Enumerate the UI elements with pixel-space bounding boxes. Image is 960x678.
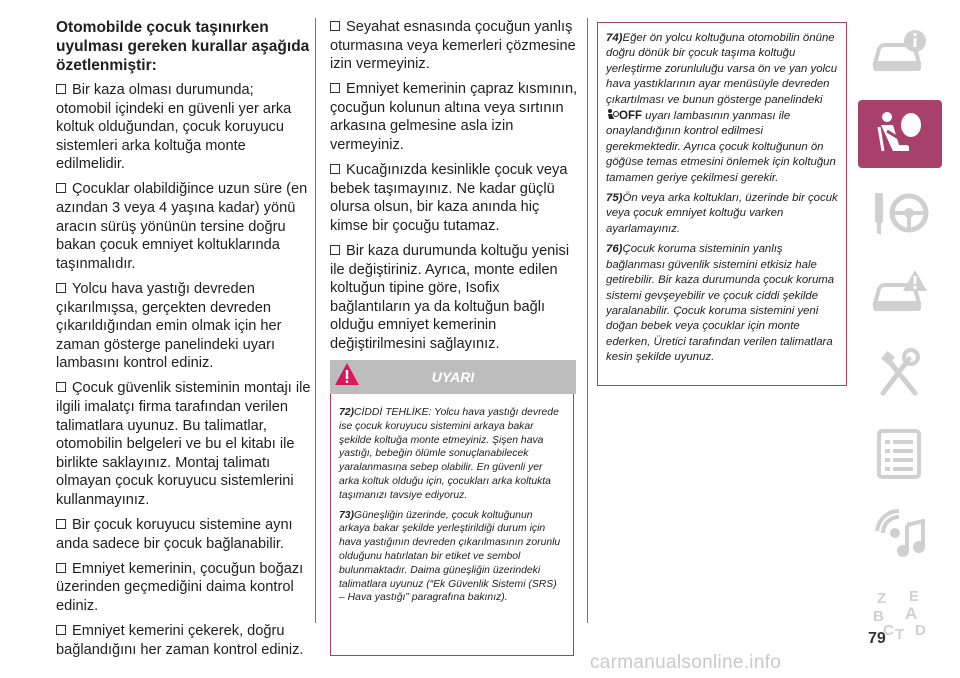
bullet-item: Emniyet kemerini çekerek, doğru bağlandığını her zaman kontrol ediniz. [56,623,304,658]
bullet-item: Bir kaza olması durumunda; otomobil içindeki en güvenli yer arka koltuk olduğundan, çocuk koruyucu sistemleri arka koltuğa monte edilmelidir. [56,82,292,173]
checkbox-bullet-icon [330,245,340,255]
bullet-item: Çocuk güvenlik sisteminin montajı ile ilgili imalatçı firma tarafından verilen talimatlara uyunuz. Bu talimatlar, otomobilin belgeleri ve bu el kitabı ile birlikte saklayınız. Montaj talimatı olmayan çocuk koruyucu sistemlerini kullanmayınız. [56,380,311,508]
bullet-item: Bir çocuk koruyucu sistemine aynı anda sadece bir çocuk bağlanabilir. [56,517,293,552]
bullet-item: Bir kaza durumunda koltuğu yenisi ile değiştiriniz. Ayrıca, monte edilen koltuğun tipine göre, Isofix bağlantıların ya da koltuğun bağlı olduğu emniyet kemerinin değiştirilmesini sağlayınız. [330,243,570,352]
checkbox-bullet-icon [56,563,66,573]
warning-box [330,394,574,656]
bullet-item: Kucağınızda kesinlikle çocuk veya bebek taşımayınız. Ne kadar güçlü olursa olsun, bir kaza anında hiç kimse bir çocuğu tutamaz. [330,162,568,234]
index-letter: C [883,622,894,639]
index-letter: B [873,608,884,625]
checkbox-bullet-icon [56,283,66,293]
column-divider [315,18,316,623]
checkbox-bullet-icon [56,382,66,392]
warning-title: UYARI [431,369,475,386]
checkbox-bullet-icon [330,83,340,93]
checkbox-bullet-icon [56,84,66,94]
bullet-item: Yolcu hava yastığı devreden çıkarılmışsa, gerçekten devreden çıkarıldığından emin olmak için her zaman gösterge panelindeki uyarı lambasını kontrol ediniz. [56,280,282,372]
car-warning-icon [869,267,931,321]
column-right [597,18,847,386]
column-left [56,18,312,666]
checkbox-bullet-icon [330,21,340,31]
warning-note: 73)Güneşliğin üzerinde, çocuk koltuğunun arkaya bakar şekilde yerleştirildiği durum için hava yastığının devreden çıkarılmasının zorunlu olduğunu hatırlatan bir etiket ve sembol bulunmaktadır. Daima güneşliğin üzerindeki talimatlara uyunuz (“Ek Güvenlik Sistemi (SRS) – Hava yastığı” paragrafına bakınız). [339,509,561,604]
sidebar-tile-multimedia[interactable] [858,500,942,568]
index-letter: Z [877,590,887,607]
airbag-seat-icon [869,107,931,161]
warning-note: 72)CİDDİ TEHLİKE: Yolcu hava yastığı devrede ise çocuk koruyucu sistemini arkaya bakar şekilde koltuğa monte etmeyiniz. Şişen hava yastığı, bebeğin ölümle sonuçlanabilecek yaralanmasına sebep olabilir. En güvenli yer arka koltuk olduğu için, çocukları arka koltukta taşımanızı tavsiye ediyoruz. [339,407,559,501]
specifications-list-icon [869,427,931,481]
sidebar-tile-safety[interactable] [858,100,942,168]
multimedia-icon [869,507,931,561]
checkbox-bullet-icon [56,183,66,193]
car-info-icon [869,27,931,81]
warning-note: 76)Çocuk koruma sisteminin yanlış bağlanması güvenlik sistemini etkisiz hale getirebilir. Bir kaza durumunda çocuk koruma sistemi gevşeyebilir ve çocuk ciddi şekilde yaralanabilir. Çocuk koruma sistemini yeni doğan bebek veya çocuklar için monte ederken, Üretici tarafından verilen talimatlara kesin şekilde uyunuz. [606,243,835,364]
column-divider [587,18,588,623]
checkbox-bullet-icon [56,519,66,529]
chapter-sidebar [858,20,942,660]
column-middle [330,18,578,656]
sidebar-tile-technical-data[interactable] [858,420,942,488]
index-letter: A [905,604,918,623]
key-steering-icon [869,187,931,241]
warning-note: 75)Ön veya arka koltukları, üzerinde bir çocuk veya çocuk emniyet koltuğu varken ayarlamayınız. [606,192,838,235]
section-heading: Otomobilde çocuk taşınırken uyulması gereken kurallar aşağıda özetlenmiştir: [56,19,310,74]
checkbox-bullet-icon [56,625,66,635]
tools-icon [869,347,931,401]
bullet-item: Emniyet kemerinin, çocuğun boğazı üzerinden geçmediğini daima kontrol ediniz. [56,560,304,614]
bullet-item: Seyahat esnasında çocuğun yanlış oturmasına veya kemerleri çözmesine izin vermeyiniz. [330,19,576,73]
sidebar-tile-starting[interactable] [858,180,942,248]
bullet-item: Çocuklar olabildiğince uzun süre (en azından 3 veya 4 yaşına kadar) yönü aracın sürüş yönünün tersine doğru bakan çocuk emniyet koltuklarında taşınmalıdır. [56,181,308,272]
sidebar-tile-car-info[interactable] [858,20,942,88]
airbag-passenger-icon [606,108,619,121]
warning-notes-box [597,22,847,386]
warning-header [330,360,576,394]
watermark-text: carmanualsonline.info [590,652,782,673]
index-letter: T [895,626,905,641]
warning-note: 74)Eğer ön yolcu koltuğuna otomobilin önüne doğru dönük bir çocuk taşıma koltuğu yerleştirme zorunluluğu varsa ön ve yan yolcu hava yastıklarının ayar menüsüyle devreden çıkartılması ve bunun gösterge panelindeki OFF uyarı lambasının yanması ile onaylandığının kontrol edilmesi gerekmektedir. Ayrıca çocuk koltuğunun ön göğüse temas etmesini önlemek için koltuğun tamamen geriye çekilmesi gerekir. [606,32,838,184]
sidebar-tile-emergency[interactable] [858,260,942,328]
checkbox-bullet-icon [330,164,340,174]
index-letter: D [915,622,926,639]
index-letter: E [909,588,920,605]
page-number: 79 [868,630,886,647]
bullet-item: Emniyet kemerinin çapraz kısmının, çocuğun kolunun altına veya sırtının arkasına gelmesine asla izin vermeyiniz. [330,81,578,154]
sidebar-tile-maintenance[interactable] [858,340,942,408]
